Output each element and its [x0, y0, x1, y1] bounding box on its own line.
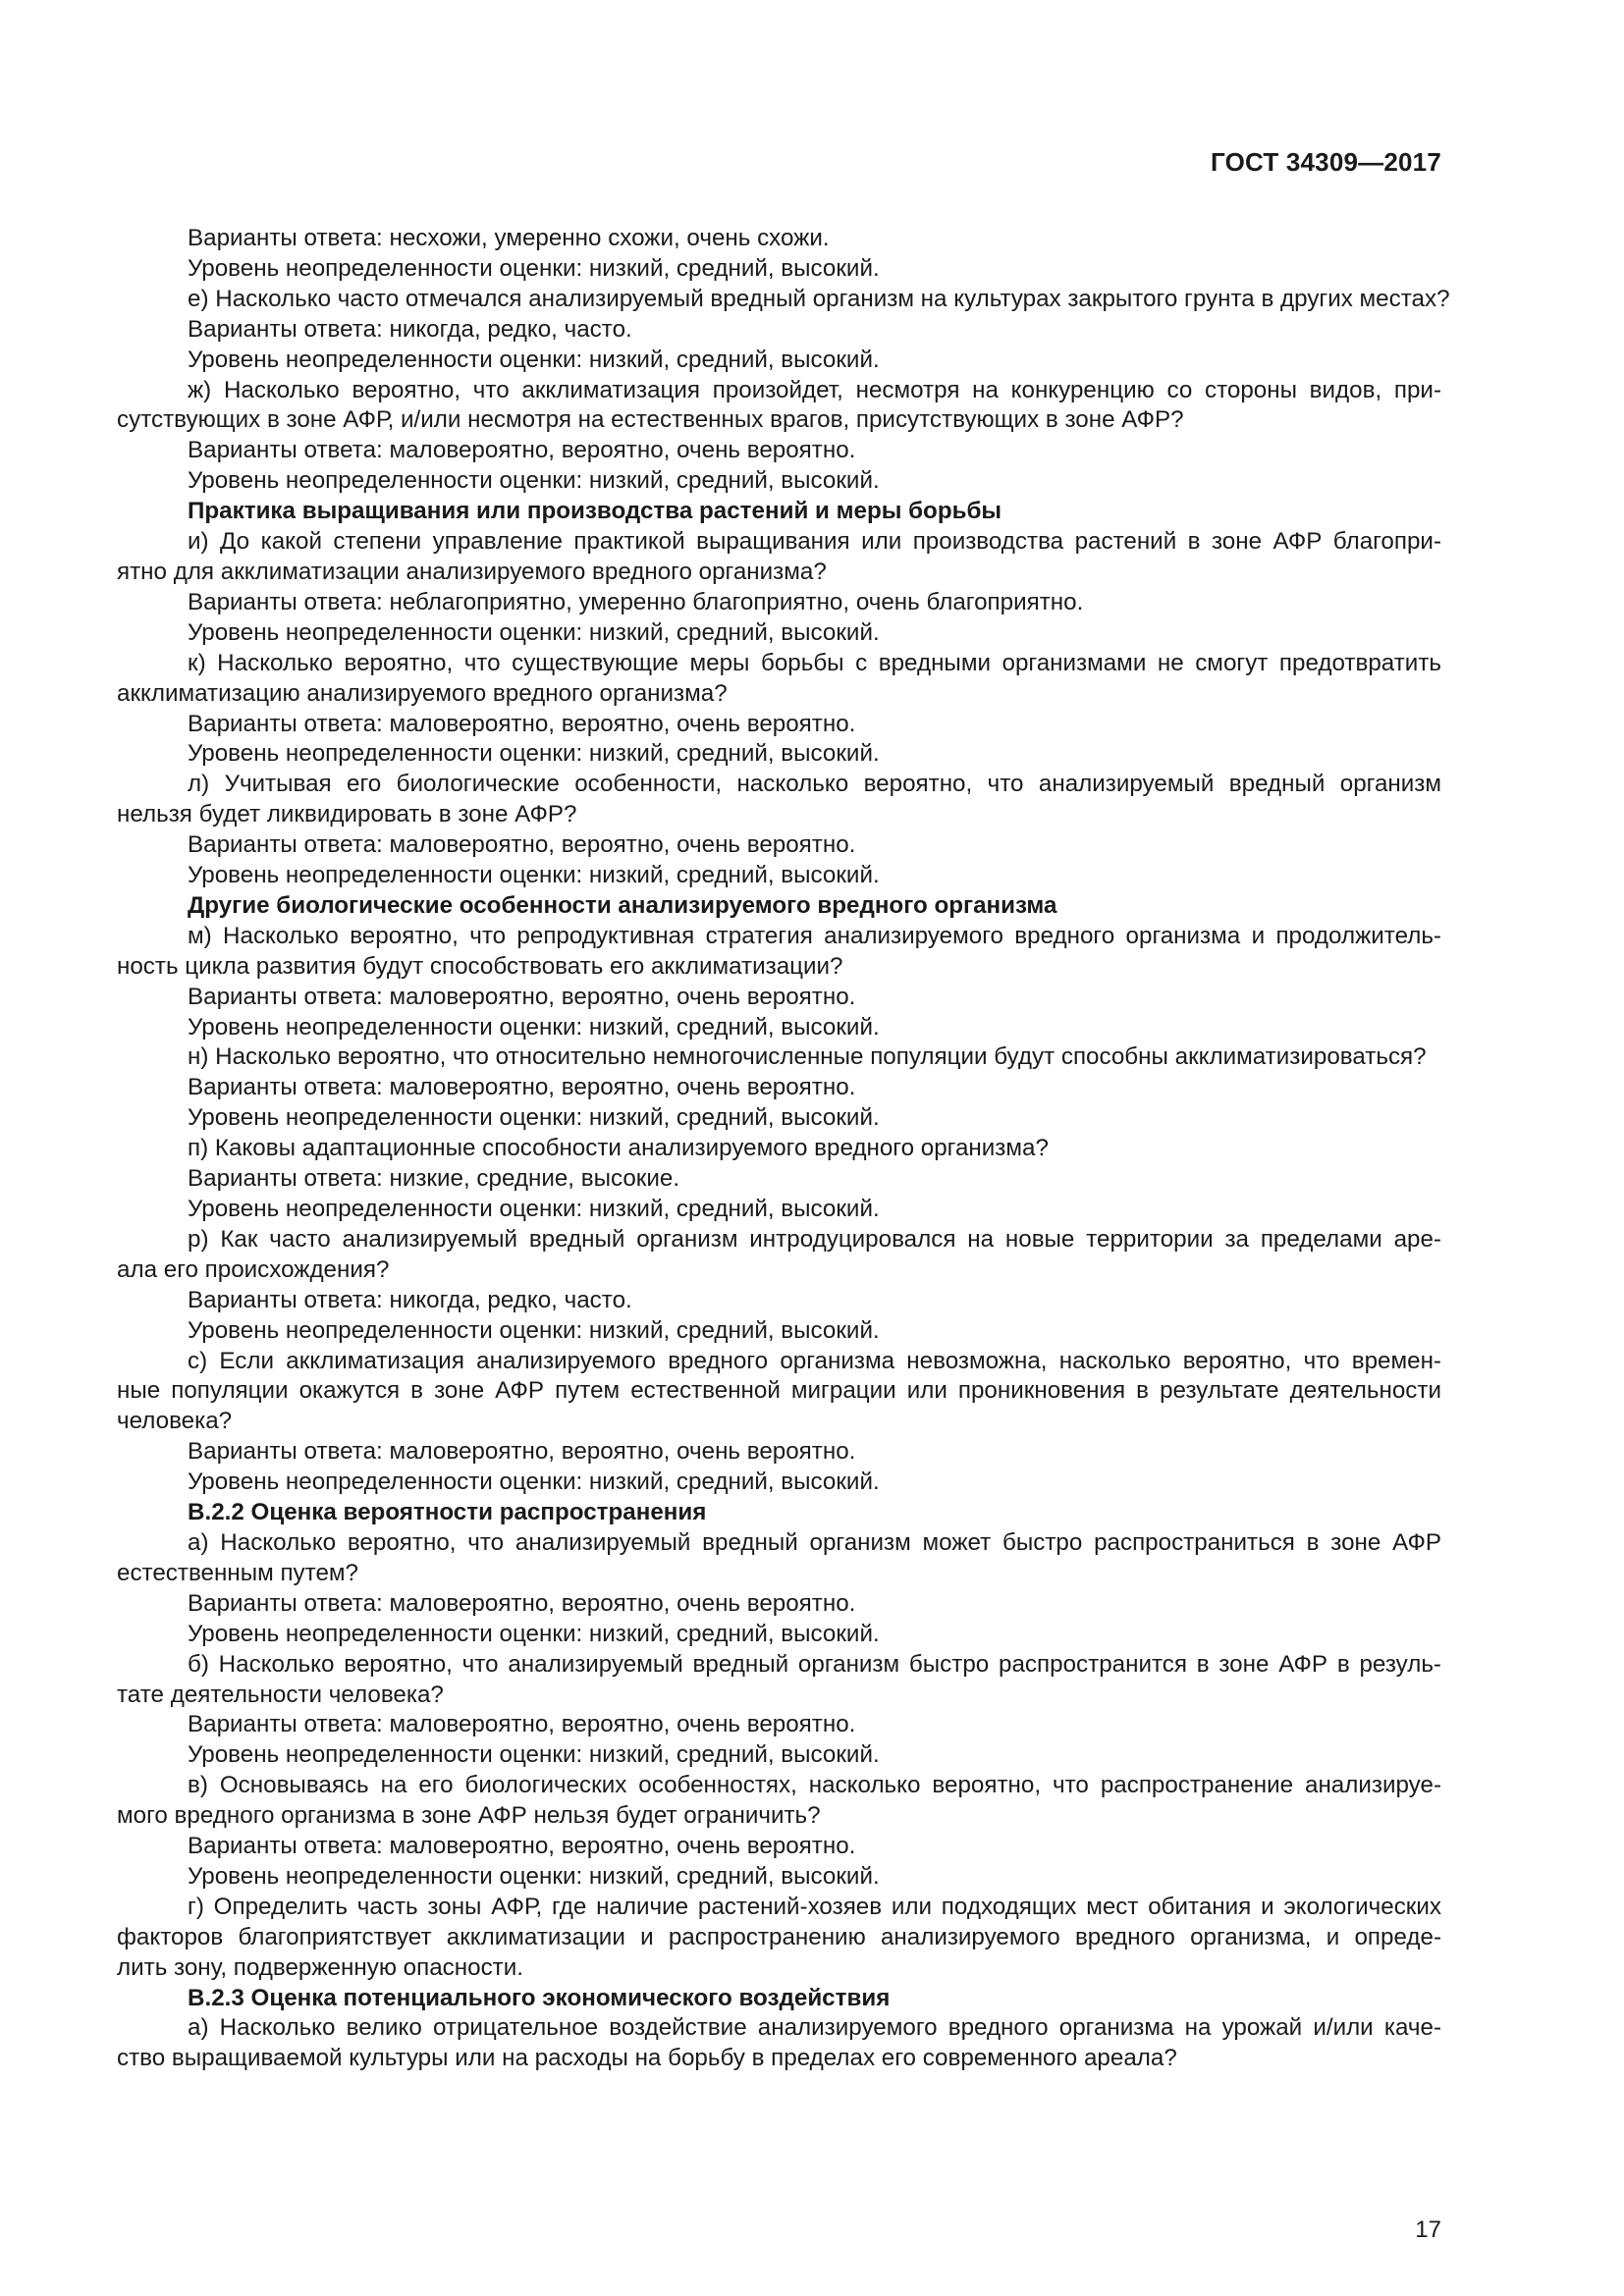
document-code-header: ГОСТ 34309—2017: [1211, 147, 1441, 177]
section-heading: Практика выращивания или производства растений и меры борьбы: [188, 498, 1002, 525]
text-line: Уровень неопределенности оценки: низкий, средний, высокий.: [188, 1468, 880, 1496]
text-line: Уровень неопределенности оценки: низкий, средний, высокий.: [188, 1196, 880, 1222]
text-line: Варианты ответа: маловероятно, вероятно, очень вероятно.: [188, 831, 856, 859]
text-line: нельзя будет ликвидировать в зоне АФР?: [117, 801, 577, 828]
text-line: м) Насколько вероятно, что репродуктивная стратегия анализируемого вредного организма и продолжитель-: [188, 922, 1441, 949]
text-line: р) Как часто анализируемый вредный организм интродуцировался на новые территории за пределами аре-: [188, 1225, 1441, 1253]
text-line: Уровень неопределенности оценки: низкий, средний, высокий.: [188, 1013, 880, 1041]
section-heading: В.2.3 Оценка потенциального экономического воздействия: [188, 1984, 891, 2011]
text-line: Уровень неопределенности оценки: низкий, средний, высокий.: [188, 467, 880, 495]
text-line: с) Если акклиматизация анализируемого вредного организма невозможна, насколько вероятно, что времен-: [188, 1347, 1441, 1374]
text-line: а) Насколько велико отрицательное воздействие анализируемого вредного организма на урожай и/или каче-: [188, 2014, 1441, 2042]
text-line: Уровень неопределенности оценки: низкий, средний, высокий.: [188, 346, 880, 373]
text-line: Уровень неопределенности оценки: низкий, средний, высокий.: [188, 1316, 880, 1344]
text-line: ж) Насколько вероятно, что акклиматизация произойдет, несмотря на конкуренцию со стороны видов, при-: [188, 376, 1441, 403]
text-line: л) Учитывая его биологические особенности, насколько вероятно, что анализируемый вредный организм: [188, 771, 1441, 798]
text-line: Варианты ответа: неблагоприятно, умеренно благоприятно, очень благоприятно.: [188, 588, 1084, 615]
text-line: а) Насколько вероятно, что анализируемый вредный организм может быстро распространиться в зоне АФР: [188, 1528, 1441, 1556]
document-body: [117, 224, 1450, 2074]
text-line: Варианты ответа: маловероятно, вероятно, очень вероятно.: [188, 1711, 856, 1738]
text-line: Варианты ответа: никогда, редко, часто.: [188, 315, 632, 343]
text-line: Варианты ответа: маловероятно, вероятно, очень вероятно.: [188, 1589, 856, 1617]
section-heading: Другие биологические особенности анализируемого вредного организма: [188, 891, 1057, 919]
text-line: в) Основываясь на его биологических особенностях, насколько вероятно, что распространение анализируе-: [188, 1772, 1441, 1799]
text-line: Уровень неопределенности оценки: низкий, средний, высокий.: [188, 1104, 880, 1132]
text-line: Уровень неопределенности оценки: низкий, средний, высокий.: [188, 740, 880, 768]
text-line: е) Насколько часто отмечался анализируемый вредный организм на культурах закрытого грунта в других местах?: [188, 285, 1450, 312]
text-line: Варианты ответа: несхожи, умеренно схожи, очень схожи.: [188, 225, 830, 251]
text-line: сутствующих в зоне АФР, и/или несмотря на естественных врагов, присутствующих в зоне АФР?: [117, 406, 1184, 434]
text-line: Уровень неопределенности оценки: низкий, средний, высокий.: [188, 862, 880, 889]
text-line: и) До какой степени управление практикой выращивания или производства растений в зоне АФР благопри-: [188, 528, 1441, 556]
text-line: Варианты ответа: маловероятно, вероятно, очень вероятно.: [188, 1074, 856, 1101]
text-line: Варианты ответа: маловероятно, вероятно, очень вероятно.: [188, 1833, 856, 1860]
text-line: естественным путем?: [117, 1559, 358, 1586]
text-line: ятно для акклиматизации анализируемого вредного организма?: [117, 558, 827, 585]
text-line: ные популяции окажутся в зоне АФР путем естественной миграции или проникновения в результате деятельности: [117, 1377, 1441, 1405]
text-line: Уровень неопределенности оценки: низкий, средний, высокий.: [188, 1620, 880, 1647]
text-line: к) Насколько вероятно, что существующие меры борьбы с вредными организмами не смогут предотвратить: [188, 649, 1441, 676]
text-line: акклиматизацию анализируемого вредного организма?: [117, 679, 728, 707]
text-line: г) Определить часть зоны АФР, где наличие растений-хозяев или подходящих мест обитания и экологических: [188, 1893, 1441, 1920]
page-number: 17: [1415, 2216, 1441, 2243]
text-line: Варианты ответа: маловероятно, вероятно, очень вероятно.: [188, 710, 856, 737]
section-heading: В.2.2 Оценка вероятности распространения: [188, 1499, 707, 1526]
text-line: Варианты ответа: никогда, редко, часто.: [188, 1286, 632, 1313]
text-line: ство выращиваемой культуры или на расходы на борьбу в пределах его современного ареала?: [117, 2045, 1177, 2072]
text-line: Уровень неопределенности оценки: низкий, средний, высокий.: [188, 1862, 880, 1890]
text-line: ность цикла развития будут способствовать его акклиматизации?: [117, 952, 843, 980]
text-line: лить зону, подверженную опасности.: [117, 1953, 523, 1981]
text-line: Варианты ответа: маловероятно, вероятно, очень вероятно.: [188, 983, 856, 1010]
text-line: ала его происхождения?: [117, 1255, 390, 1283]
text-line: Уровень неопределенности оценки: низкий, средний, высокий.: [188, 254, 880, 282]
text-line: Варианты ответа: низкие, средние, высокие.: [188, 1165, 680, 1193]
text-line: Варианты ответа: маловероятно, вероятно, очень вероятно.: [188, 437, 856, 464]
text-line: б) Насколько вероятно, что анализируемый вредный организм быстро распространится в зоне АФР в резуль-: [188, 1650, 1441, 1678]
text-line: н) Насколько вероятно, что относительно немногочисленные популяции будут способны акклиматизироваться?: [188, 1043, 1427, 1071]
text-line: человека?: [117, 1408, 233, 1435]
text-line: факторов благоприятствует акклиматизации и распространению анализируемого вредного организма, и опреде-: [117, 1923, 1441, 1950]
text-line: Уровень неопределенности оценки: низкий, средний, высокий.: [188, 1741, 880, 1769]
text-line: мого вредного организма в зоне АФР нельзя будет ограничить?: [117, 1802, 821, 1830]
text-line: п) Каковы адаптационные способности анализируемого вредного организма?: [188, 1135, 1049, 1162]
text-line: Уровень неопределенности оценки: низкий, средний, высокий.: [188, 618, 880, 646]
text-line: тате деятельности человека?: [117, 1681, 444, 1708]
text-line: Варианты ответа: маловероятно, вероятно, очень вероятно.: [188, 1438, 856, 1466]
